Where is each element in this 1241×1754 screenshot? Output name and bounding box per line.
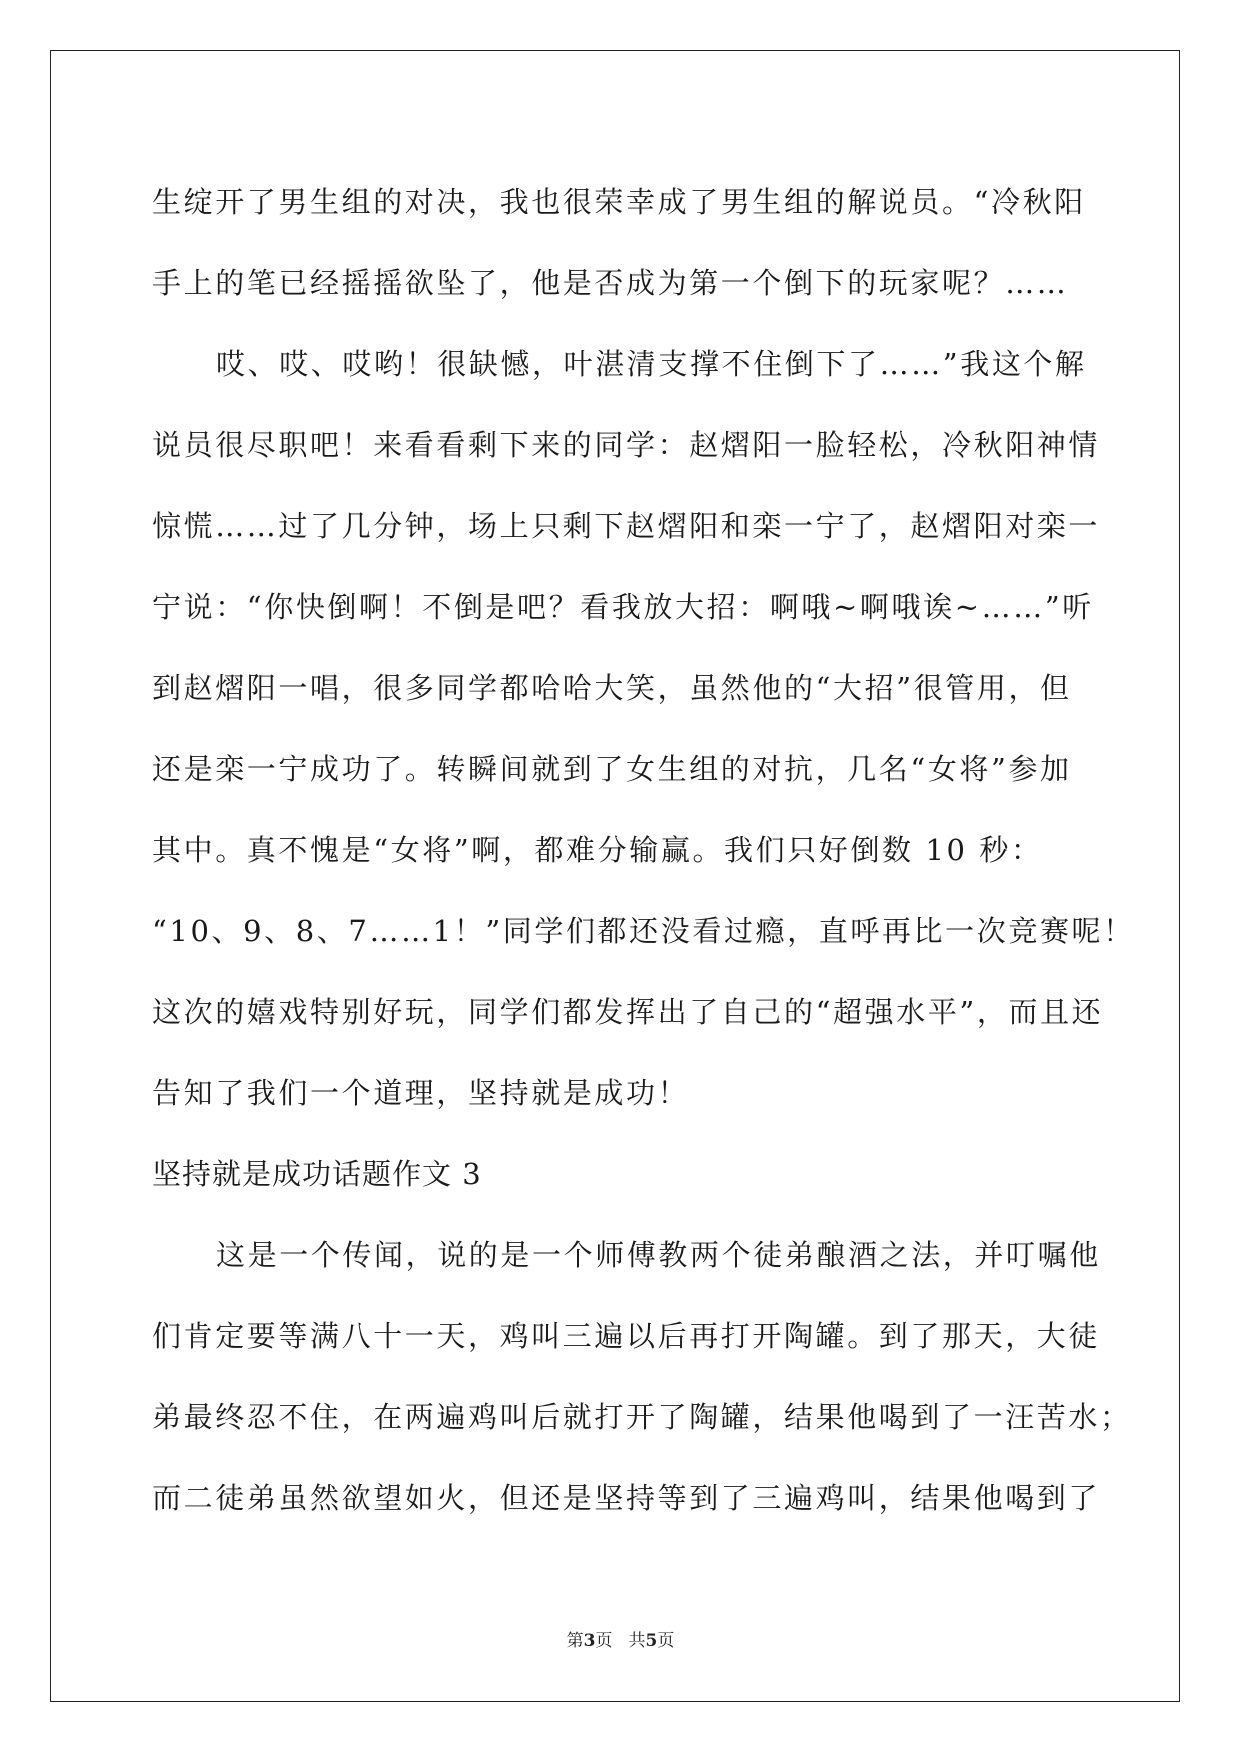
document-body — [152, 162, 1135, 1539]
paragraph-line: “10、9、8、7……1！”同学们都还没看过瘾，直呼再比一次竞赛呢！ — [152, 914, 1135, 948]
paragraph-line: 到赵熠阳一唱，很多同学都哈哈大笑，虽然他的“大招”很管用，但 — [152, 671, 1072, 705]
paragraph-line: 惊慌……过了几分钟，场上只剩下赵熠阳和栾一宁了，赵熠阳对栾一 — [152, 509, 1101, 543]
section-title: 坚持就是成功话题作文 3 — [152, 1157, 482, 1191]
current-page-number: 3 — [583, 1631, 596, 1651]
paragraph-line: 告知了我们一个道理，坚持就是成功！ — [152, 1076, 690, 1110]
paragraph-line: 宁说：“你快倒啊！不倒是吧？看我放大招：啊哦~啊哦诶~……”听 — [152, 590, 1094, 624]
page-footer — [0, 1626, 1241, 1651]
total-pages-number: 5 — [645, 1631, 658, 1651]
paragraph-line: 生绽开了男生组的对决，我也很荣幸成了男生组的解说员。“冷秋阳 — [152, 185, 1086, 219]
total-prefix: 共 — [628, 1631, 646, 1651]
paragraph-line: 这次的嬉戏特别好玩，同学们都发挥出了自己的“超强水平”，而且还 — [152, 995, 1104, 1029]
page-prefix: 第 — [566, 1631, 584, 1651]
paragraph-line: 弟最终忍不住，在两遍鸡叫后就打开了陶罐，结果他喝到了一汪苦水； — [152, 1400, 1132, 1434]
paragraph-line: 们肯定要等满八十一天，鸡叫三遍以后再打开陶罐。到了那天，大徒 — [152, 1319, 1101, 1353]
paragraph-line: 手上的笔已经摇摇欲坠了，他是否成为第一个倒下的玩家呢？…… — [152, 266, 1069, 300]
paragraph-line: 还是栾一宁成功了。转瞬间就到了女生组的对抗，几名“女将”参加 — [152, 752, 1072, 786]
paragraph-line: 而二徒弟虽然欲望如火，但还是坚持等到了三遍鸡叫，结果他喝到了 — [152, 1481, 1101, 1515]
total-suffix: 页 — [657, 1631, 675, 1651]
page-suffix: 页 — [595, 1631, 613, 1651]
paragraph-line: 说员很尽职吧！来看看剩下来的同学：赵熠阳一脸轻松，冷秋阳神情 — [152, 428, 1101, 462]
paragraph-line: 哎、哎、哎哟！很缺憾，叶湛清支撑不住倒下了……”我这个解 — [216, 347, 1087, 381]
paragraph-line: 这是一个传闻，说的是一个师傅教两个徒弟酿酒之法，并叮嘱他 — [216, 1238, 1101, 1272]
paragraph-line: 其中。真不愧是“女将”啊，都难分输赢。我们只好倒数 10 秒： — [152, 833, 1043, 867]
